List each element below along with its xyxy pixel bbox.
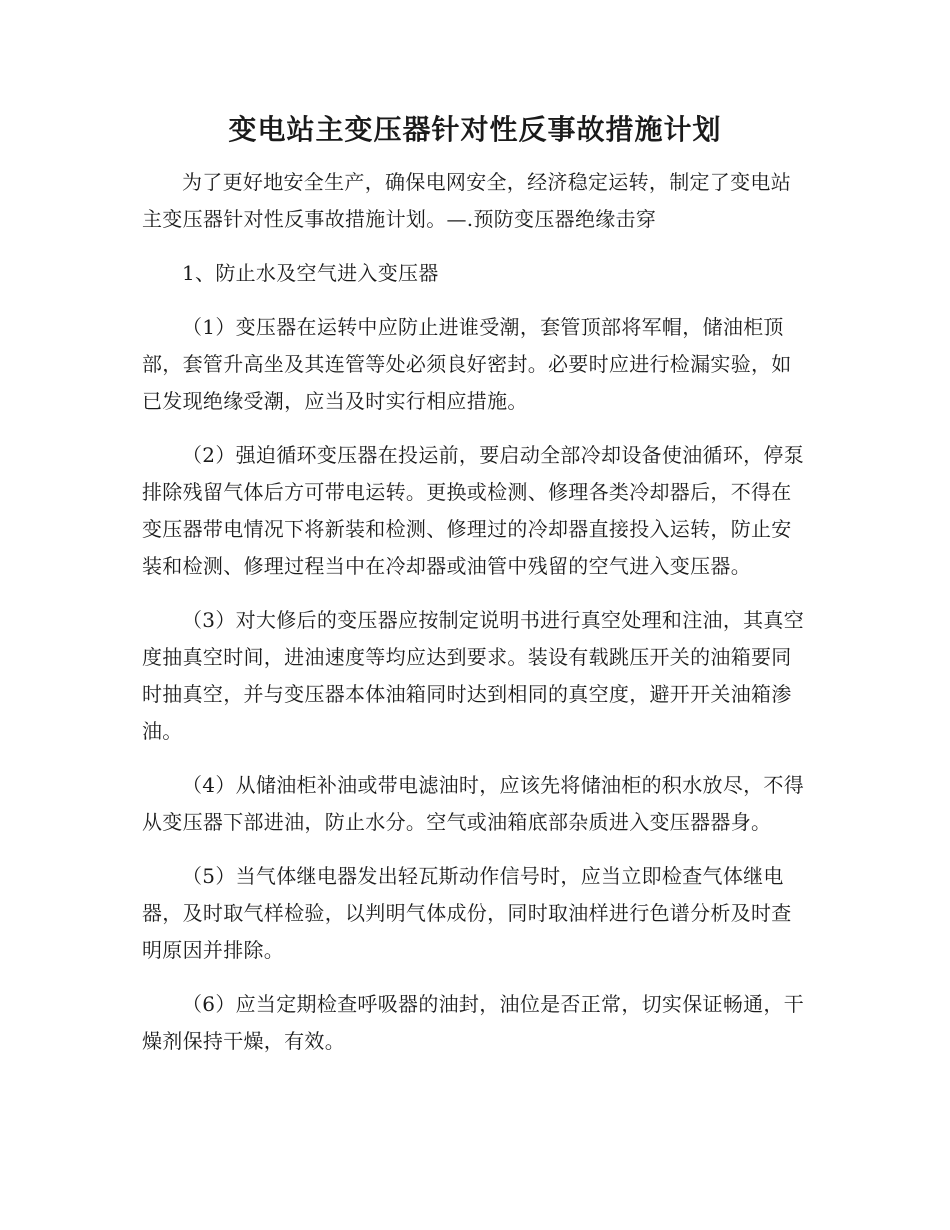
paragraph-section-1-heading: 1、防止水及空气进入变压器 [182, 261, 439, 285]
paragraph-item-6: （6）应当定期检查呼吸器的油封，油位是否正常，切实保证畅通，干燥剂保持干燥，有效。 [142, 992, 805, 1053]
paragraph-item-2: （2）强迫循环变压器在投运前，要启动全部冷却设备使油循环，停泵排除残留气体后方可带电运转。更换或检测、修理各类冷却器后，不得在变压器带电情况下将新装和检测、修理过的冷却器直接投入运转，防止安装和检测、修理过程当中在冷却器或油管中残留的空气进入变压器。 [142, 443, 805, 578]
paragraph-item-1: （1）变压器在运转中应防止进谁受潮，套管顶部将军帽，储油柜顶部，套管升高坐及其连管等处必须良好密封。必要时应进行检漏实验，如已发现绝缘受潮，应当及时实行相应措施。 [142, 315, 792, 413]
document-title: 变电站主变压器针对性反事故措施计划 [228, 113, 722, 146]
paragraph-item-4: （4）从储油柜补油或带电滤油时，应该先将储油柜的积水放尽，不得从变压器下部进油，防止水分。空气或油箱底部杂质进入变压器器身。 [142, 773, 805, 834]
paragraph-item-3: （3）对大修后的变压器应按制定说明书进行真空处理和注油，其真空度抽真空时间，进油速度等均应达到要求。装设有载跳压开关的油箱要同时抽真空，并与变压器本体油箱同时达到相同的真空度，避开开关油箱渗油。 [142, 608, 805, 743]
document-body [142, 164, 808, 1077]
paragraph-intro: 为了更好地安全生产，确保电网安全，经济稳定运转，制定了变电站主变压器针对性反事故措施计划。—.预防变压器绝缘击穿 [142, 170, 791, 231]
paragraph-item-5: （5）当气体继电器发出轻瓦斯动作信号时，应当立即检查气体继电器，及时取气样检验，以判明气体成份，同时取油样进行色谱分析及时查明原因并排除。 [142, 864, 792, 962]
